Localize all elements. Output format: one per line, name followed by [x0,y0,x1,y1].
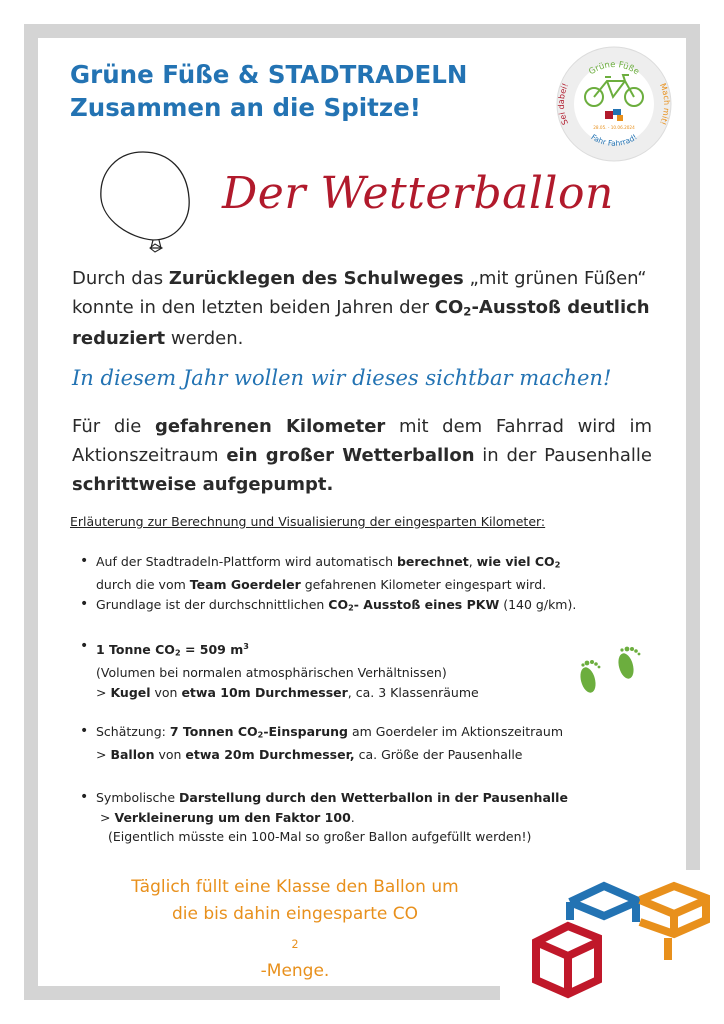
km-text-1: Für die [72,416,155,437]
list-item [74,722,664,765]
bold-tonnen [170,724,348,739]
text: 1 Tonne CO [96,642,175,658]
bold-tonne [96,642,249,657]
intro-text-3: werden. [165,328,244,350]
text: -Einsparung [263,724,348,739]
text: ca. Größe der Pausenhalle [354,747,523,763]
green-feet-icon [574,640,652,696]
list-item [74,552,664,595]
bottom-co2-text: die bis dahin eingesparte CO [171,904,419,924]
text: (Volumen bei normalen atmosphärischen Verhältnissen) [96,665,447,681]
intro-paragraph [72,265,652,354]
text: (Eigentlich müsste ein 100-Mal so großer Ballon aufgefüllt werden!) [108,829,532,844]
bold-text: etwa 10m Durchmesser [181,684,348,700]
intro-co2-label: CO [434,296,464,318]
list-line [96,552,664,575]
km-text-3: in der Pausenhalle [474,445,652,466]
subscript: 2 [174,647,181,658]
text: (140 g/km). [499,596,577,612]
text: = 509 m [180,642,244,658]
intro-co2-sub: 2 [463,303,472,318]
subscript: 2 [554,559,561,570]
km-bold-1: gefahrenen Kilometer [154,416,386,437]
badge-bottom-text: Fahr Fahrrad! [589,132,639,148]
orange-cube [640,886,706,960]
page-title [70,58,467,124]
intro-co2-rest: -Ausstoß deutlich reduziert [72,296,650,350]
list-line [96,788,664,808]
bottom-co2-sub: 2 [291,938,299,952]
list-item [74,788,664,847]
bold-text: Team Goerdeler [189,577,301,593]
balloon-icon [95,148,195,260]
list-line [96,722,664,745]
bottom-note-line-2 [0,901,590,985]
text: am Goerdeler im Aktionszeitraum [347,724,564,739]
bold-co2 [477,554,561,569]
list-line [96,745,664,765]
text: - Ausstoß eines PKW [353,596,500,612]
text: Grundlage ist der durchschnittlichen [96,596,329,612]
km-bold-2: ein großer Wetterballon [226,445,475,466]
bold-text: Verkleinerung um den Faktor 100 [114,809,351,825]
text: > [100,809,115,825]
text: Symbolische [96,790,180,805]
text: 7 Tonnen CO [169,724,258,739]
explanation-list-1 [74,552,664,618]
text: gefahrenen Kilometer eingespart wird. [300,577,547,593]
superscript: 3 [243,641,249,651]
badge-top-text: Grüne Füße [587,59,641,78]
text: Auf der Stadtradeln-Plattform wird automatisch [96,554,397,569]
text: , ca. 3 Klassenräume [347,684,479,700]
list-line [96,575,664,595]
subscript: 2 [348,602,354,613]
list-line [96,827,664,847]
campaign-badge [555,45,673,163]
list-line [96,808,664,828]
school-cube-logo [528,880,724,1024]
title-line-2: Zusammen an die Spitze! [70,93,421,122]
bold-text: etwa 20m Durchmesser, [185,747,355,763]
text: CO [328,596,349,612]
intro-bold-schulweg: Zurücklegen des Schulweges [168,268,464,289]
intro-text-1: Durch das [72,268,169,289]
text: > [96,747,111,763]
text: von [150,684,182,700]
bold-text: Kugel [110,684,151,700]
text: durch die vom [96,577,190,593]
badge-date: 28.05. - 10.06.2024 [593,125,635,130]
subscript: 2 [257,729,264,740]
title-line-1: Grüne Füße & STADTRADELN [70,60,468,89]
text: von [154,747,186,763]
km-text-2: mit dem Fahrrad wird im Aktionszeitraum [72,416,652,466]
bold-co2 [328,597,499,612]
text: Schätzung: [96,724,170,739]
script-tagline: In diesem Jahr wollen wir dieses sichtbar machen! [72,366,612,390]
badge-left-text: Sei dabei! [556,81,571,127]
headline-wetterballon: Der Wetterballon [222,168,614,219]
bold-text: berechnet [396,554,469,569]
explanation-heading: Erläuterung zur Berechnung und Visualisierung der eingesparten Kilometer: [70,514,546,529]
red-cube [536,926,598,994]
text: wie viel CO [476,554,555,569]
text: . [350,809,355,825]
badge-right-text: Mach mit! [657,81,672,127]
bottom-note-line-1: Täglich füllt eine Klasse den Ballon um [131,877,459,897]
intro-text-2: „mit grünen Füßen“ konnte in den letzten beiden Jahren der [72,268,647,318]
explanation-list-3 [74,722,664,765]
kilometer-paragraph [72,412,652,499]
bottom-co2-rest: -Menge. [260,961,330,982]
bold-text: Darstellung durch den Wetterballon in der Pausenhalle [179,790,568,805]
explanation-list-4 [74,788,664,847]
text: > [96,684,111,700]
text: , [468,554,477,569]
list-item [74,595,664,618]
list-line [96,595,664,618]
bold-text: Ballon [110,747,155,763]
bottom-note [0,874,590,985]
blue-cube [570,886,636,922]
km-bold-3: schrittweise aufgepumpt. [72,474,334,495]
